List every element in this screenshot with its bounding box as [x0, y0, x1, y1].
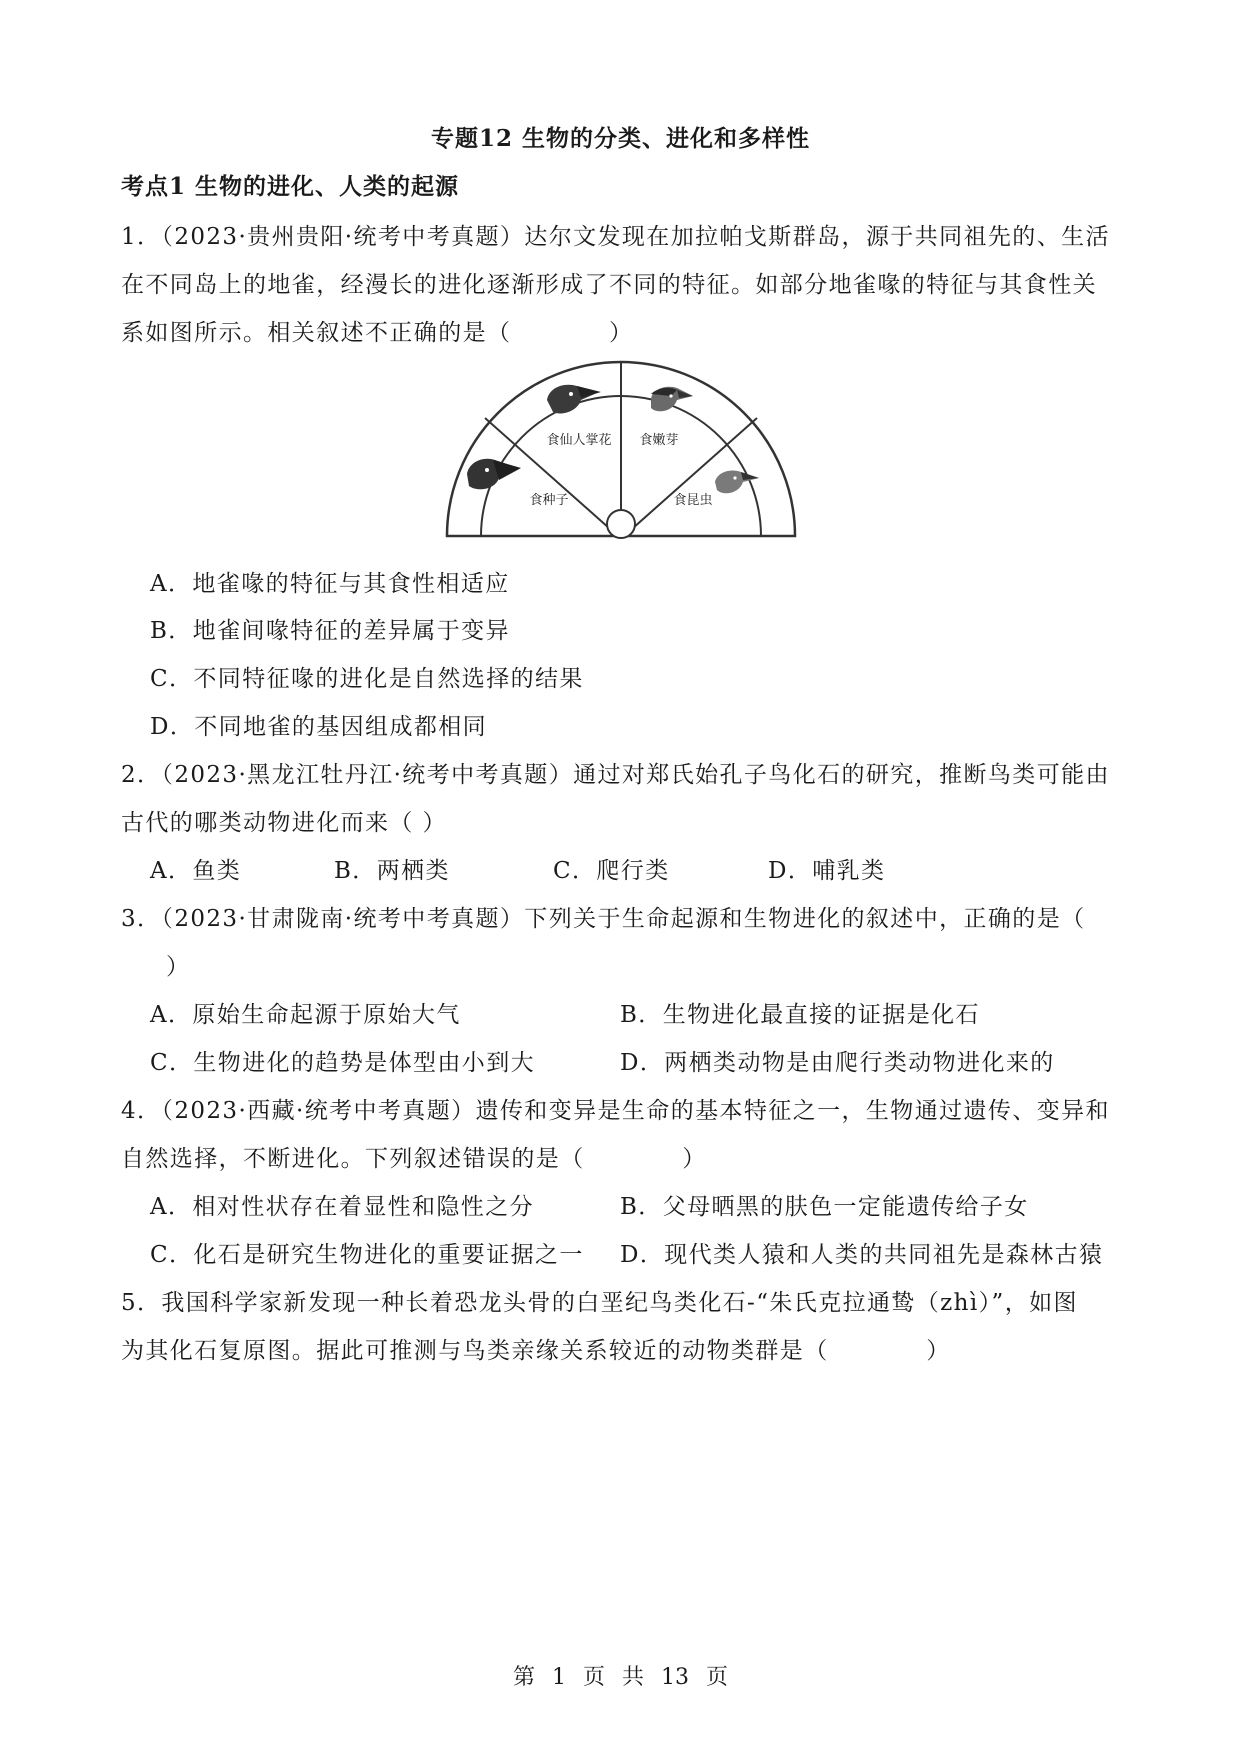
center-circle: [607, 510, 635, 538]
question-2-option-d: D．哺乳类: [768, 858, 886, 884]
label-cactus-flower: 食仙人掌花: [546, 433, 612, 448]
label-seeds: 食种子: [529, 493, 569, 508]
question-1-option-c: C．不同特征喙的进化是自然选择的结果: [150, 666, 584, 692]
question-4-option-c: C．化石是研究生物进化的重要证据之一: [150, 1242, 584, 1268]
question-2-option-a: A．鱼类: [150, 858, 242, 884]
question-1-line-2: 在不同岛上的地雀，经漫长的进化逐渐形成了不同的特征。如部分地雀喙的特征与其食性关: [121, 272, 1097, 298]
question-1-line-3: 系如图所示。相关叙述不正确的是（ ）: [121, 320, 634, 346]
page-title: 专题12 生物的分类、进化和多样性: [430, 125, 810, 152]
question-3-option-b: B．生物进化最直接的证据是化石: [620, 1002, 980, 1028]
finch-beak-diagram-svg: [445, 358, 797, 542]
question-1-option-a: A．地雀喙的特征与其食性相适应: [150, 571, 510, 597]
question-3-line-1: 3．（2023·甘肃陇南·统考中考真题）下列关于生命起源和生物进化的叙述中，正确的是（: [121, 906, 1086, 932]
question-3-line-2: ）: [166, 954, 191, 980]
label-buds: 食嫩芽: [639, 433, 679, 448]
question-3-option-c: C．生物进化的趋势是体型由小到大: [150, 1050, 535, 1076]
page-footer: 第 1 页 共 13 页: [513, 1665, 728, 1690]
question-4-option-b: B．父母晒黑的肤色一定能遗传给子女: [620, 1194, 1029, 1220]
question-2-option-b: B．两栖类: [334, 858, 450, 884]
label-insects: 食昆虫: [673, 493, 713, 508]
question-2-option-c: C．爬行类: [553, 858, 670, 884]
question-5-line-1: 5．我国科学家新发现一种长着恐龙头骨的白垩纪鸟类化石-“朱氏克拉通鸷（zhì）”，如图: [121, 1290, 1078, 1316]
question-5-line-2: 为其化石复原图。据此可推测与鸟类亲缘关系较近的动物类群是（ ）: [121, 1338, 951, 1364]
question-2-line-1: 2．（2023·黑龙江牡丹江·统考中考真题）通过对郑氏始孔子鸟化石的研究，推断鸟类可能由: [121, 762, 1110, 788]
question-4-line-1: 4．（2023·西藏·统考中考真题）遗传和变异是生命的基本特征之一，生物通过遗传、变异和: [121, 1098, 1110, 1124]
question-3-option-d: D．两栖类动物是由爬行类动物进化来的: [620, 1050, 1055, 1076]
question-1-option-b: B．地雀间喙特征的差异属于变异: [150, 618, 510, 644]
question-4-option-d: D．现代类人猿和人类的共同祖先是森林古猿: [620, 1242, 1104, 1268]
question-3-option-a: A．原始生命起源于原始大气: [150, 1002, 461, 1028]
question-1-option-d: D．不同地雀的基因组成都相同: [150, 714, 488, 740]
question-4-line-2: 自然选择，不断进化。下列叙述错误的是（ ）: [121, 1146, 707, 1172]
section-heading: 考点1 生物的进化、人类的起源: [121, 173, 460, 200]
question-4-option-a: A．相对性状存在着显性和隐性之分: [150, 1194, 535, 1220]
question-2-line-2: 古代的哪类动物进化而来（ ）: [121, 810, 447, 836]
finch-beak-diagram: [445, 358, 797, 542]
question-1-line-1: 1．（2023·贵州贵阳·统考中考真题）达尔文发现在加拉帕戈斯群岛，源于共同祖先的、生活: [121, 224, 1110, 250]
